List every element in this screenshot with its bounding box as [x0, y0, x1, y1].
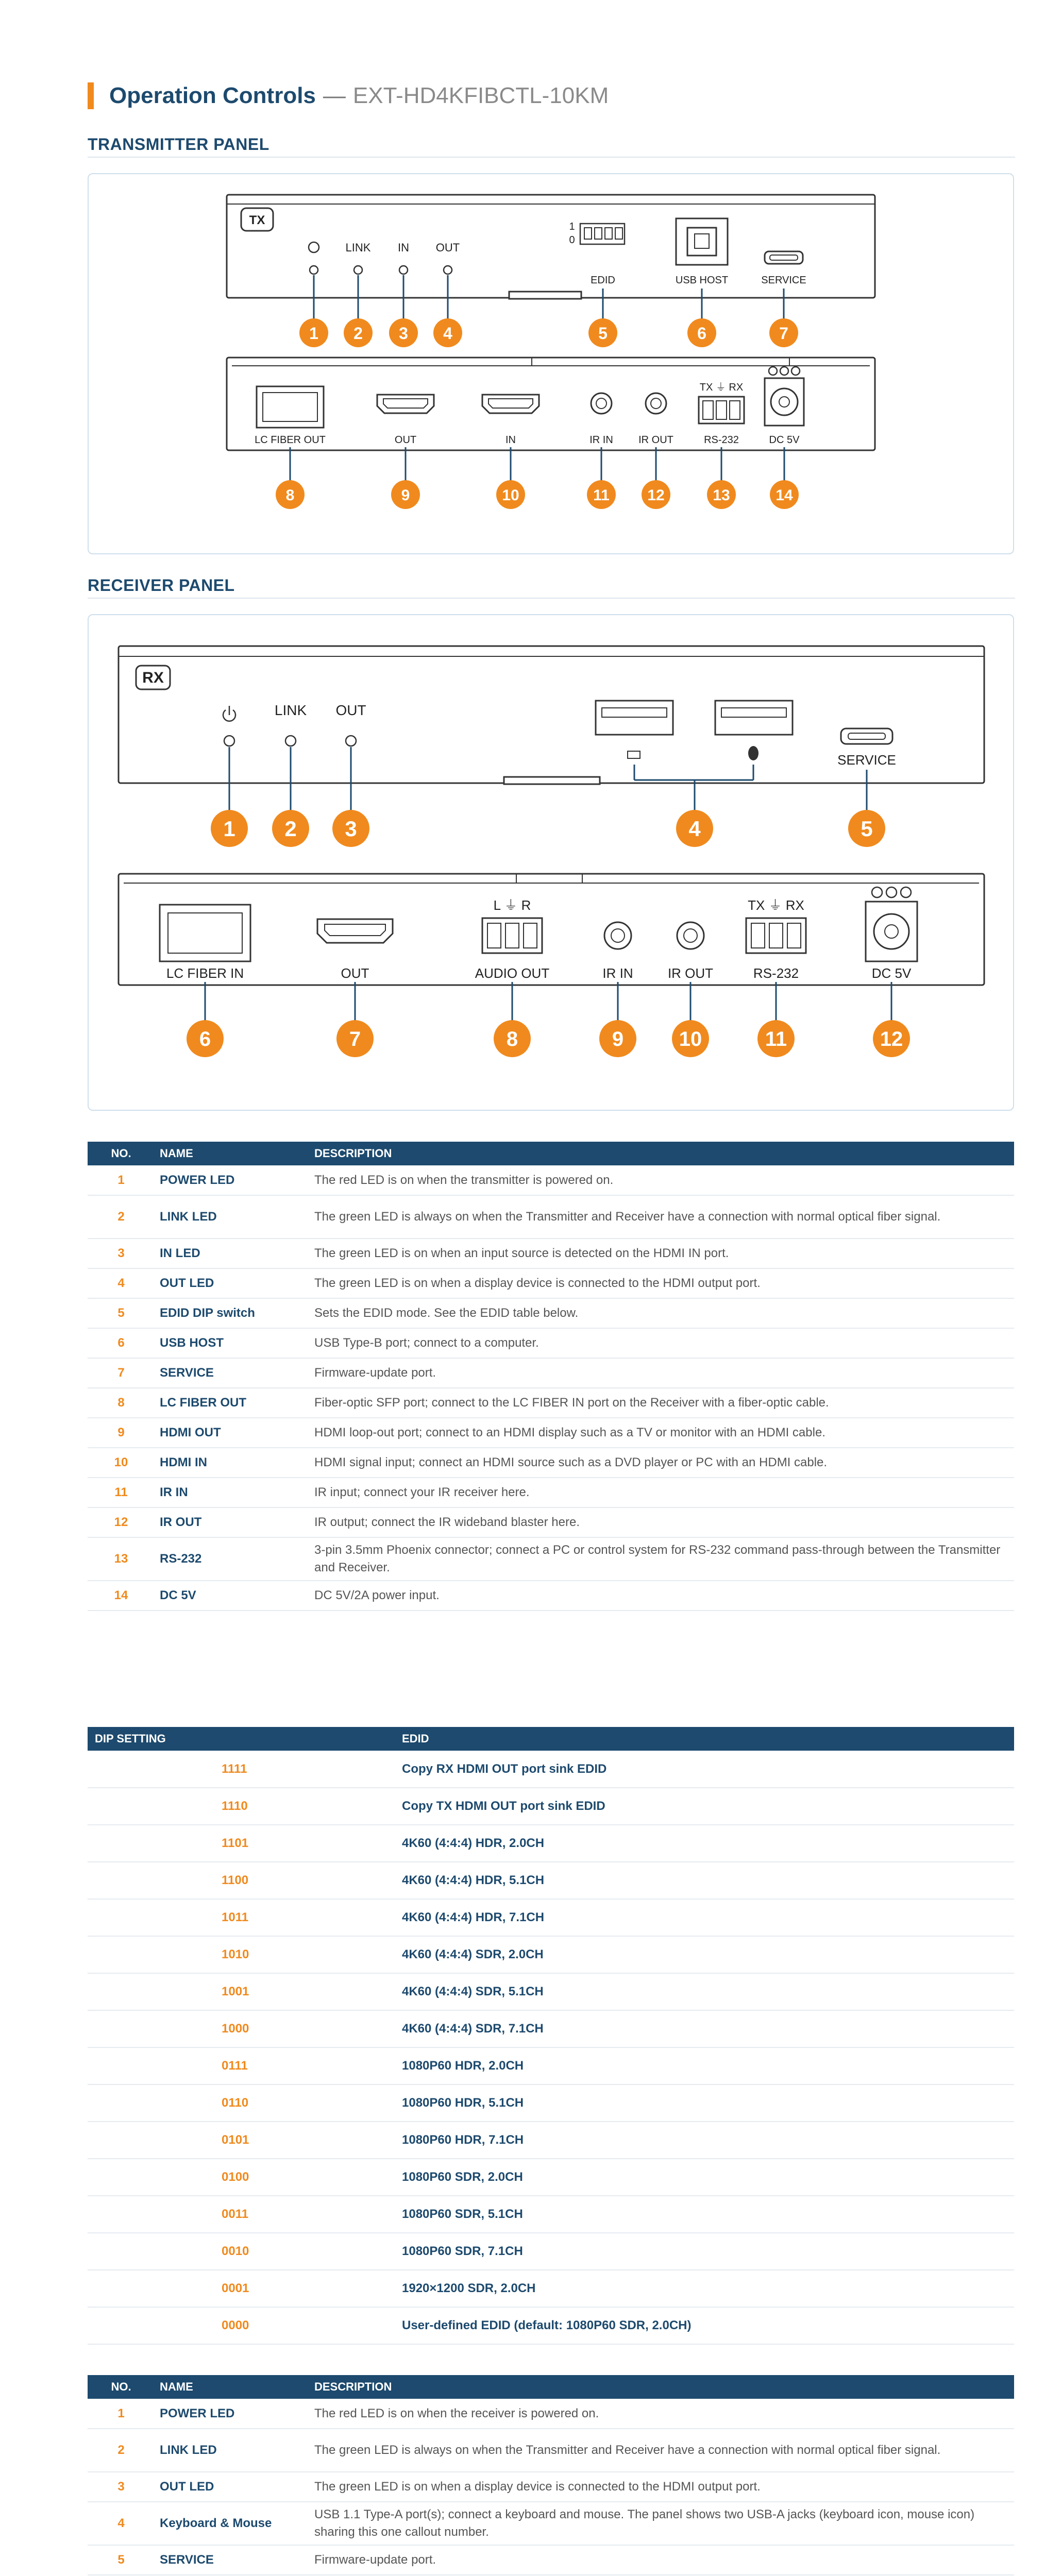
- row-dip-setting: 1000: [88, 2010, 397, 2047]
- table-row: [88, 1298, 1014, 1328]
- tx-label-out: OUT: [435, 241, 460, 254]
- row-edid: User-defined EDID (default: 1080P60 SDR, 2.0CH): [397, 2307, 1014, 2344]
- edid-table-body: [88, 1751, 1014, 2344]
- rx-callout-10-text: 10: [679, 1028, 702, 1050]
- row-edid: 4K60 (4:4:4) SDR, 7.1CH: [397, 2010, 1014, 2047]
- receiver-table: [88, 2375, 1014, 2576]
- row-name: SERVICE: [155, 2545, 309, 2575]
- table-row: [88, 1268, 1014, 1298]
- rx-callout-5-text: 5: [861, 817, 873, 841]
- row-number: 14: [88, 1581, 155, 1611]
- tx-label-hdmi-out: OUT: [394, 434, 417, 446]
- row-description: Firmware-update port.: [309, 2545, 1014, 2575]
- tx-callout-9-text: 9: [401, 487, 410, 504]
- section-divider: [88, 157, 1015, 158]
- keyboard-icon: [628, 751, 640, 758]
- row-dip-setting: 1011: [88, 1899, 397, 1936]
- table-header-row: [88, 2375, 1014, 2399]
- table-row: [88, 1418, 1014, 1448]
- row-edid: 4K60 (4:4:4) HDR, 2.0CH: [397, 1825, 1014, 1862]
- table-row: [88, 2084, 1014, 2122]
- row-name: EDID DIP switch: [155, 1298, 309, 1328]
- row-description: IR input; connect your IR receiver here.: [309, 1478, 1014, 1507]
- row-description: The red LED is on when the transmitter is powered on.: [309, 1165, 1014, 1195]
- table-row: [88, 2270, 1014, 2307]
- receiver-section-title: RECEIVER PANEL: [88, 576, 235, 595]
- table-row: [88, 2399, 1014, 2429]
- title-separator: —: [323, 83, 346, 108]
- rx-label-dc-5v: DC 5V: [871, 965, 912, 981]
- table-row: [88, 1899, 1014, 1936]
- row-number: 2: [88, 1195, 155, 1239]
- row-edid: 4K60 (4:4:4) HDR, 5.1CH: [397, 1862, 1014, 1899]
- row-edid: 4K60 (4:4:4) SDR, 2.0CH: [397, 1936, 1014, 1973]
- tx-callout-3-text: 3: [399, 324, 408, 343]
- table-row: [88, 2233, 1014, 2270]
- rx-callout-3-text: 3: [345, 817, 357, 841]
- table-row: [88, 1936, 1014, 1973]
- table-row: [88, 2307, 1014, 2344]
- column-header-dip-setting: DIP SETTING: [95, 1732, 166, 1745]
- table-row: [88, 1825, 1014, 1862]
- tx-dip-mark-1: 1: [569, 221, 575, 232]
- row-edid: Copy TX HDMI OUT port sink EDID: [397, 1788, 1014, 1825]
- row-edid: 1080P60 HDR, 7.1CH: [397, 2122, 1014, 2159]
- column-header-description: DESCRIPTION: [314, 2380, 392, 2393]
- table-row: [88, 1973, 1014, 2010]
- row-description: The green LED is on when an input source is detected on the HDMI IN port.: [309, 1239, 1014, 1268]
- table-row: [88, 1328, 1014, 1358]
- row-name: Keyboard & Mouse: [155, 2502, 309, 2545]
- row-name: POWER LED: [155, 2399, 309, 2429]
- table-row: [88, 2159, 1014, 2196]
- rx-callout-2-text: 2: [284, 817, 297, 841]
- row-description: HDMI signal input; connect an HDMI source such as a DVD player or PC with an HDMI cable.: [309, 1448, 1014, 1478]
- row-number: 10: [88, 1448, 155, 1478]
- row-number: 6: [88, 1328, 155, 1358]
- row-description: Firmware-update port.: [309, 1358, 1014, 1388]
- row-number: 5: [88, 1298, 155, 1328]
- row-dip-setting: 1110: [88, 1788, 397, 1825]
- table-row: [88, 2122, 1014, 2159]
- column-header-description: DESCRIPTION: [314, 1147, 392, 1160]
- table-row: [88, 1358, 1014, 1388]
- row-edid: 1080P60 HDR, 2.0CH: [397, 2047, 1014, 2084]
- row-dip-setting: 1100: [88, 1862, 397, 1899]
- receiver-panel-box: [88, 614, 1014, 1111]
- rx-label-hdmi-out: OUT: [341, 965, 369, 981]
- tx-in-led: [399, 266, 408, 274]
- tx-callout-14-text: 14: [776, 487, 793, 504]
- rx-label-lc-fiber-in: LC FIBER IN: [166, 965, 244, 981]
- row-dip-setting: 0111: [88, 2047, 397, 2084]
- row-number: 9: [88, 1418, 155, 1448]
- row-description: Fiber-optic SFP port; connect to the LC FIBER IN port on the Receiver with a fiber-optic cable.: [309, 1388, 1014, 1418]
- title-model: EXT-HD4KFIBCTL-10KM: [352, 83, 609, 108]
- rx-rs232-pin-label: TX ⏚ RX: [748, 897, 804, 913]
- section-divider: [88, 598, 1015, 599]
- table-row: [88, 1195, 1014, 1239]
- row-dip-setting: 1111: [88, 1751, 397, 1788]
- row-name: USB HOST: [155, 1328, 309, 1358]
- row-number: 12: [88, 1507, 155, 1537]
- rx-audio-pin-label: L ⏚ R: [493, 897, 531, 913]
- table-row: [88, 1537, 1014, 1581]
- tx-label-rs232: RS-232: [704, 434, 739, 446]
- row-name: LINK LED: [155, 2429, 309, 2472]
- row-dip-setting: 0100: [88, 2159, 397, 2196]
- rx-callout-12-text: 12: [880, 1028, 903, 1050]
- table-row: [88, 1788, 1014, 1825]
- tx-label-edid: EDID: [591, 275, 615, 286]
- table-row: [88, 2545, 1014, 2575]
- row-description: USB Type-B port; connect to a computer.: [309, 1328, 1014, 1358]
- tx-label-dc-5v: DC 5V: [769, 434, 800, 446]
- row-name: HDMI OUT: [155, 1418, 309, 1448]
- row-number: 13: [88, 1537, 155, 1581]
- rx-callout-9-text: 9: [612, 1028, 624, 1050]
- rx-label-ir-in: IR IN: [602, 965, 633, 981]
- tx-front-tab: [509, 292, 581, 299]
- row-edid: 1080P60 SDR, 7.1CH: [397, 2233, 1014, 2270]
- table-row: [88, 2429, 1014, 2472]
- tx-label-in: IN: [398, 241, 409, 254]
- row-name: RS-232: [155, 1537, 309, 1581]
- table-row: [88, 2502, 1014, 2545]
- table-row: [88, 1239, 1014, 1268]
- rx-power-led: [224, 736, 234, 746]
- row-dip-setting: 0101: [88, 2122, 397, 2159]
- rx-callout-4-text: 4: [688, 817, 701, 841]
- row-name: OUT LED: [155, 1268, 309, 1298]
- row-description: HDMI loop-out port; connect to an HDMI display such as a TV or monitor with an HDMI cable.: [309, 1418, 1014, 1448]
- row-edid: Copy RX HDMI OUT port sink EDID: [397, 1751, 1014, 1788]
- tx-badge-text: TX: [249, 213, 265, 227]
- row-edid: 1080P60 SDR, 5.1CH: [397, 2196, 1014, 2233]
- row-name: LC FIBER OUT: [155, 1388, 309, 1418]
- row-name: OUT LED: [155, 2472, 309, 2502]
- rx-front-tab: [504, 777, 600, 784]
- table-row: [88, 1388, 1014, 1418]
- row-number: 4: [88, 1268, 155, 1298]
- tx-callout-2-text: 2: [353, 324, 363, 343]
- row-name: HDMI IN: [155, 1448, 309, 1478]
- row-edid: 4K60 (4:4:4) SDR, 5.1CH: [397, 1973, 1014, 2010]
- row-name: LINK LED: [155, 1195, 309, 1239]
- row-number: 3: [88, 2472, 155, 2502]
- row-edid: 1920×1200 SDR, 2.0CH: [397, 2270, 1014, 2307]
- row-name: IR OUT: [155, 1507, 309, 1537]
- tx-label-service: SERVICE: [761, 275, 806, 286]
- rx-badge-text: RX: [142, 669, 164, 686]
- mouse-icon: [748, 746, 759, 760]
- table-header-row: [88, 1142, 1014, 1165]
- row-number: 3: [88, 1239, 155, 1268]
- row-dip-setting: 0001: [88, 2270, 397, 2307]
- rx-callout-7-text: 7: [349, 1028, 361, 1050]
- row-number: 11: [88, 1478, 155, 1507]
- tx-callout-1-text: 1: [309, 324, 318, 343]
- table-row: [88, 1862, 1014, 1899]
- row-description: The green LED is on when a display device is connected to the HDMI output port.: [309, 1268, 1014, 1298]
- table-row: [88, 1448, 1014, 1478]
- row-name: SERVICE: [155, 1358, 309, 1388]
- transmitter-diagram: [89, 174, 1013, 553]
- rx-link-led: [285, 736, 296, 746]
- rx-callout-1-text: 1: [223, 817, 235, 841]
- tx-callout-5-text: 5: [598, 324, 608, 343]
- row-description: IR output; connect the IR wideband blaster here.: [309, 1507, 1014, 1537]
- tx-rs232-pin-label: TX ⏚ RX: [699, 382, 744, 393]
- row-dip-setting: 0011: [88, 2196, 397, 2233]
- row-name: DC 5V: [155, 1581, 309, 1611]
- row-dip-setting: 1001: [88, 1973, 397, 2010]
- tx-label-ir-in: IR IN: [589, 434, 613, 446]
- table-row: [88, 2472, 1014, 2502]
- tx-label-link: LINK: [345, 241, 371, 254]
- row-edid: 1080P60 HDR, 5.1CH: [397, 2084, 1014, 2122]
- tx-callout-4-text: 4: [443, 324, 452, 343]
- transmitter-table: [88, 1142, 1014, 1611]
- receiver-table-body: [88, 2399, 1014, 2576]
- tx-dip-mark-0: 0: [569, 234, 575, 246]
- rx-label-service: SERVICE: [837, 752, 896, 768]
- rx-callout-11-text: 11: [765, 1028, 787, 1050]
- row-description: The green LED is always on when the Transmitter and Receiver have a connection with normal optical fiber signal.: [309, 2429, 1014, 2472]
- edid-table: [88, 1727, 1014, 2345]
- tx-link-led: [354, 266, 362, 274]
- receiver-diagram: [89, 615, 1013, 1110]
- table-row: [88, 1581, 1014, 1611]
- row-description: USB 1.1 Type-A port(s); connect a keyboard and mouse. The panel shows two USB-A jacks (keyboard icon, mouse icon) sharing this one callout number.: [309, 2502, 1014, 2545]
- row-edid: 1080P60 SDR, 2.0CH: [397, 2159, 1014, 2196]
- row-dip-setting: 1010: [88, 1936, 397, 1973]
- table-row: [88, 2047, 1014, 2084]
- tx-callout-6-text: 6: [697, 324, 706, 343]
- row-name: POWER LED: [155, 1165, 309, 1195]
- tx-callout-13-text: 13: [713, 487, 730, 504]
- rx-label-link: LINK: [274, 702, 307, 718]
- row-description: The green LED is on when a display device is connected to the HDMI output port.: [309, 2472, 1014, 2502]
- page-title: [88, 82, 609, 109]
- tx-callout-11-text: 11: [593, 487, 610, 504]
- row-number: 8: [88, 1388, 155, 1418]
- tx-label-ir-out: IR OUT: [638, 434, 673, 446]
- title-main: Operation Controls: [109, 83, 316, 108]
- tx-label-usb-host: USB HOST: [675, 275, 729, 286]
- tx-power-led: [310, 266, 318, 274]
- rx-out-led: [346, 736, 356, 746]
- rx-label-rs232: RS-232: [753, 965, 799, 981]
- row-description: Sets the EDID mode. See the EDID table below.: [309, 1298, 1014, 1328]
- row-description: The green LED is always on when the Transmitter and Receiver have a connection with normal optical fiber signal.: [309, 1195, 1014, 1239]
- tx-callout-10-text: 10: [502, 487, 519, 504]
- table-row: [88, 1478, 1014, 1507]
- row-dip-setting: 0010: [88, 2233, 397, 2270]
- tx-label-lc-fiber-out: LC FIBER OUT: [255, 434, 326, 446]
- column-header-no: NO.: [111, 2380, 131, 2393]
- row-number: 1: [88, 2399, 155, 2429]
- rx-label-ir-out: IR OUT: [667, 965, 714, 981]
- table-row: [88, 1751, 1014, 1788]
- row-number: 7: [88, 1358, 155, 1388]
- row-number: 1: [88, 1165, 155, 1195]
- row-number: 2: [88, 2429, 155, 2472]
- tx-callout-7-text: 7: [779, 324, 788, 343]
- column-header-no: NO.: [111, 1147, 131, 1160]
- row-number: 5: [88, 2545, 155, 2575]
- transmitter-section-title: TRANSMITTER PANEL: [88, 135, 269, 154]
- table-header-row: [88, 1727, 1014, 1751]
- tx-power-icon: [309, 242, 319, 252]
- rx-callout-8-text: 8: [506, 1028, 518, 1050]
- table-row: [88, 1507, 1014, 1537]
- transmitter-panel-box: [88, 173, 1014, 554]
- row-edid: 4K60 (4:4:4) HDR, 7.1CH: [397, 1899, 1014, 1936]
- row-dip-setting: 0110: [88, 2084, 397, 2122]
- row-dip-setting: 1101: [88, 1825, 397, 1862]
- row-description: 3-pin 3.5mm Phoenix connector; connect a PC or control system for RS-232 command pass-through between the Transmitter and Receiver.: [309, 1537, 1014, 1581]
- table-row: [88, 1165, 1014, 1195]
- row-dip-setting: 0000: [88, 2307, 397, 2344]
- row-name: IR IN: [155, 1478, 309, 1507]
- row-name: IN LED: [155, 1239, 309, 1268]
- rx-label-audio-out: AUDIO OUT: [475, 965, 550, 981]
- tx-label-hdmi-in: IN: [505, 434, 516, 446]
- table-row: [88, 2196, 1014, 2233]
- row-number: 4: [88, 2502, 155, 2545]
- rx-callout-6-text: 6: [199, 1028, 211, 1050]
- column-header-name: NAME: [160, 2380, 193, 2393]
- tx-out-led: [444, 266, 452, 274]
- rx-label-out: OUT: [335, 702, 366, 718]
- row-description: DC 5V/2A power input.: [309, 1581, 1014, 1611]
- column-header-name: NAME: [160, 1147, 193, 1160]
- table-row: [88, 2010, 1014, 2047]
- column-header-edid: EDID: [402, 1732, 429, 1745]
- transmitter-table-body: [88, 1165, 1014, 1611]
- tx-callout-12-text: 12: [647, 487, 665, 504]
- tx-callout-8-text: 8: [285, 487, 295, 504]
- row-description: The red LED is on when the receiver is powered on.: [309, 2399, 1014, 2429]
- title-accent-bar: [88, 82, 94, 109]
